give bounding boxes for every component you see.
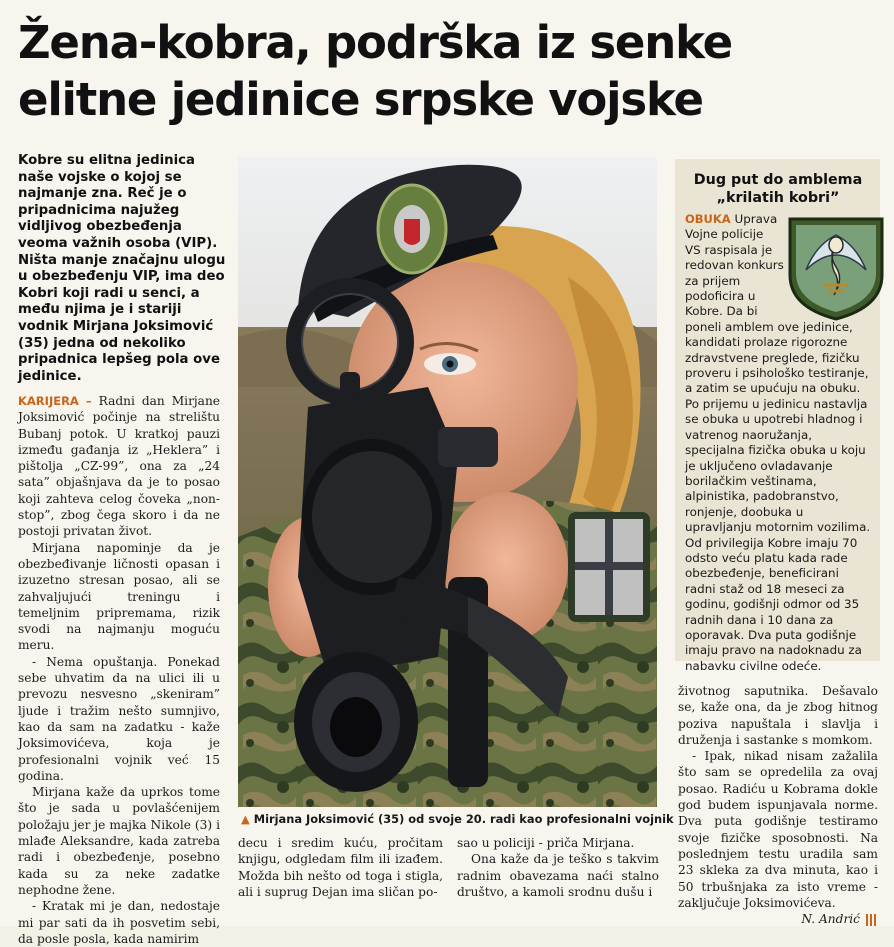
- caption-triangle-icon: ▲: [241, 812, 250, 826]
- author-name: N. Andrić: [801, 912, 860, 927]
- paragraph-1: [18, 393, 220, 540]
- column-3-paragraph-2: Ona kaže da je teško s takvim radnim obavezama naći stalno društvo, a kamoli srodnu dušu i: [457, 852, 659, 899]
- photo-caption: [241, 812, 674, 826]
- paragraph-2: Mirjana napominje da je obezbeđivanje ličnosti opasan i izuzetno stresan posao, ali se zahvaljujući treningu i temeljnim pripremama, rizik svodi na najmanju moguću meru.: [18, 540, 220, 653]
- paragraph-1-text: Radni dan Mirjane Joksimović počinje na strelištu Bubanj potok. U kratkoj pauzi između gađanja iz „Heklera” i pištolja „CZ-99”, ona za „24 sata” objašnjava da je to posao koji zahteva celog čoveka „non-stop”, zbog čega skoro i da ne postoji privatan život.: [18, 394, 221, 539]
- sidebar-line: za prijem: [685, 273, 741, 288]
- sidebar-line: podoficira u: [685, 289, 756, 304]
- paragraph-3: - Nema opuštanja. Ponekad sebe uhvatim da na ulici ili u prevozu nesvesno „skeniram” ljude i tražim nešto sumnjivo, kao da sam na zadatku - kaže Joksimovićeva, koja je profesionalni vojnik već 15 godina.: [18, 654, 220, 783]
- author-line: [678, 911, 878, 927]
- sidebar-text: [685, 212, 873, 674]
- kicker-karijera: KARIJERA –: [18, 394, 92, 408]
- sidebar-title: Dug put do amblema „krilatih kobri”: [693, 172, 863, 206]
- sidebar-text-rest: poneli amblem ove jedinice, kandidati prolaze rigorozne zdravstvene preglede, fizičku proveru i psihološko testiranje, a zatim se upućuju na obuku. Po prijemu u jedinicu nastavlja se obuka u upotrebi hladnog i vatrenog naoružanja, specijalna fizička obuka u koju je uključeno ovladavanje borilačkim veštinama, alpinistika, padobranstvo, ronjenje, doobuka u upravljanju motornim vozilima. Od privilegija Kobre imaju 70 odsto veću platu kada rade obezbeđenje, beneficirani radni staž od 18 meseci za godinu, godišnji odmor od 35 radnih dana i 10 dana za oporavak. Dva puta godišnje imaju pravo na nadoknadu za nabavku civilne odeće.: [685, 319, 871, 673]
- sidebar-line: VS raspisala je: [685, 242, 773, 257]
- headline: Žena-kobra, podrška iz senke elitne jedinice srpske vojske: [18, 16, 732, 126]
- article-photo: [238, 157, 657, 807]
- column-2-text: decu i sredim kuću, pročitam knjigu, odgledam film ili izađem. Možda bih nešto od toga i stigla, ali i suprug Dejan ima sličan po-: [238, 836, 443, 899]
- paragraph-4: Mirjana kaže da uprkos tome što je sada u povlašćenijem položaju jer je majka Nikole (3) i mlađe Aleksandre, kada zatreba radi i obezbeđenje, posebno kada su za neke zadatke nephodne žene.: [18, 785, 220, 897]
- sidebar-box: [675, 159, 880, 673]
- article-column-2: [238, 835, 443, 900]
- sidebar-line: Kobre. Da bi: [685, 304, 758, 319]
- column-4-paragraph-1: životnog saputnika. Dešavalo se, kaže ona, da je zbog hitnog poziva napuštala i slavlja i druženja i sastanke s momkom.: [678, 684, 878, 747]
- paragraph-5: - Kratak mi je dan, nedostaje mi par sati da ih posvetim sebi, da posle posla, kada namirim: [18, 899, 220, 946]
- sidebar-line-text: Uprava: [734, 212, 778, 226]
- column-3-text: sao u policiji - priča Mirjana.: [457, 836, 635, 850]
- lead-paragraph: Kobre su elitna jedinica naše vojske o kojoj se najmanje zna. Reč je o pripadnicima najužeg vidljivog obezbeđenja veoma važnih osoba (VIP). Ništa manje značajnu ulogu u obezbeđenju VIP, ima deo Kobri koji radi u senci, a među njima je i stariji vodnik Mirjana Joksimović (35) jedna od nekoliko pripadnica lepšeg pola ove jedinice.: [18, 153, 226, 384]
- column-4-paragraph-2: - Ipak, nikad nisam zažalila što sam se opredelila za ovaj posao. Radiću u Kobrama dokle god budem ispunjavala norme. Dva puta godišnje testiramo svoje fizičke sposobnosti. Na poslednjem testu uradila sam 23 sklekа za dva minuta, kao i 50 trbušnjaka za isto vreme - zaključuje Joksimovićeva.: [678, 749, 878, 910]
- caption-text: Mirjana Joksimović (35) od svoje 20. radi kao profesionalni vojnik: [253, 812, 674, 826]
- end-bars-icon: [866, 914, 878, 926]
- kicker-obuka: OBUKA: [685, 212, 731, 226]
- article-column-1: [18, 393, 220, 947]
- sidebar-line: [685, 212, 873, 227]
- article-column-3: [457, 835, 659, 900]
- sidebar-line: Vojne policije: [685, 227, 764, 242]
- article-column-4: [678, 683, 878, 927]
- sidebar-line: redovan konkurs: [685, 258, 784, 273]
- soldier-aiming-rifle-image: [238, 157, 657, 807]
